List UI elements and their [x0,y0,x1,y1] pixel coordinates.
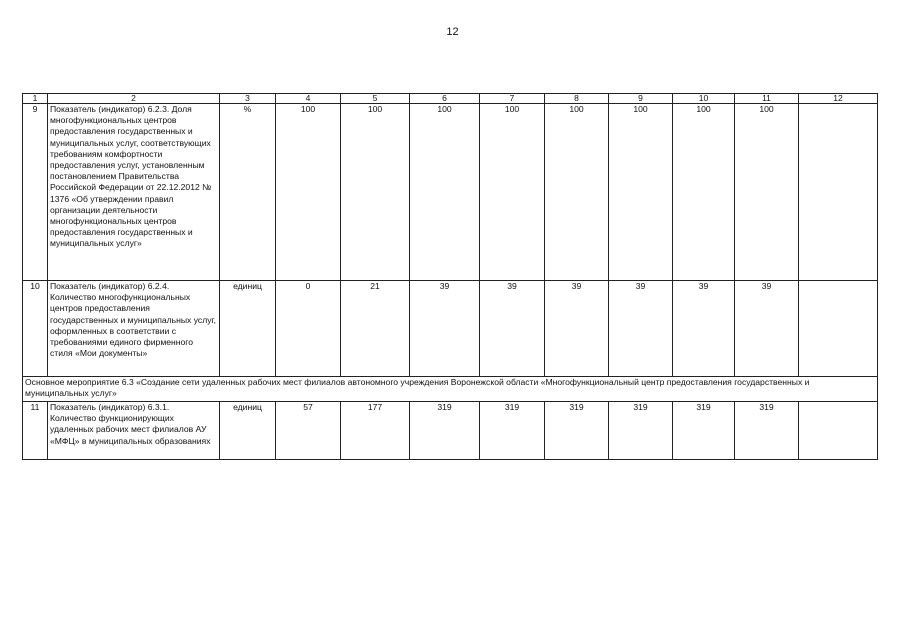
column-header: 6 [410,94,480,104]
value-cell: 39 [735,281,799,377]
column-header: 4 [276,94,341,104]
column-header: 10 [673,94,735,104]
value-cell: 39 [545,281,609,377]
row-number: 11 [23,402,48,460]
column-header: 11 [735,94,799,104]
value-cell: 0 [276,281,341,377]
value-cell: 319 [410,402,480,460]
value-cell: 100 [673,104,735,281]
value-cell: 177 [341,402,410,460]
table-row [23,402,878,460]
value-cell: 319 [545,402,609,460]
empty-cell [799,402,878,460]
value-cell: 21 [341,281,410,377]
column-header: 8 [545,94,609,104]
value-cell: 100 [276,104,341,281]
empty-cell [799,104,878,281]
row-number: 9 [23,104,48,281]
value-cell: 319 [480,402,545,460]
value-cell: 319 [735,402,799,460]
value-cell: 319 [609,402,673,460]
column-header: 12 [799,94,878,104]
value-cell: 100 [410,104,480,281]
indicator-description: Показатель (индикатор) 6.2.4. Количество многофункциональных центров предоставления государственных и муниципальных услуг, оформленных в соответствии с требованиями единого фирменного стиля «Мои документы» [48,281,220,377]
column-header: 5 [341,94,410,104]
value-cell: 100 [480,104,545,281]
unit-cell: % [220,104,276,281]
section-title: Основное мероприятие 6.3 «Создание сети удаленных рабочих мест филиалов автономного учреждения Воронежской области «Многофункциональный центр предоставления государственных и муниципальных услуг» [23,377,878,402]
value-cell: 319 [673,402,735,460]
column-header: 3 [220,94,276,104]
value-cell: 39 [673,281,735,377]
column-header: 7 [480,94,545,104]
value-cell: 100 [341,104,410,281]
page-number: 12 [446,26,459,38]
value-cell: 39 [609,281,673,377]
empty-cell [799,281,878,377]
row-number: 10 [23,281,48,377]
value-cell: 100 [609,104,673,281]
value-cell: 100 [735,104,799,281]
header-row [23,94,878,104]
value-cell: 57 [276,402,341,460]
column-header: 9 [609,94,673,104]
indicators-table [22,93,878,460]
value-cell: 39 [480,281,545,377]
column-header: 1 [23,94,48,104]
value-cell: 100 [545,104,609,281]
column-header: 2 [48,94,220,104]
indicator-description: Показатель (индикатор) 6.2.3. Доля многофункциональных центров предоставления государственных и муниципальных услуг, соответствующих требованиям комфортности предоставления услуг, установленным постановлением Правительства Российской Федерации от 22.12.2012 № 1376 «Об утверждении правил организации деятельности многофункциональных центров предоставления государственных и муниципальных услуг» [48,104,220,281]
unit-cell: единиц [220,281,276,377]
indicator-description: Показатель (индикатор) 6.3.1. Количество функционирующих удаленных рабочих мест филиалов АУ «МФЦ» в муниципальных образованиях [48,402,220,460]
value-cell: 39 [410,281,480,377]
section-row [23,377,878,402]
unit-cell: единиц [220,402,276,460]
table-row [23,104,878,281]
table-row [23,281,878,377]
